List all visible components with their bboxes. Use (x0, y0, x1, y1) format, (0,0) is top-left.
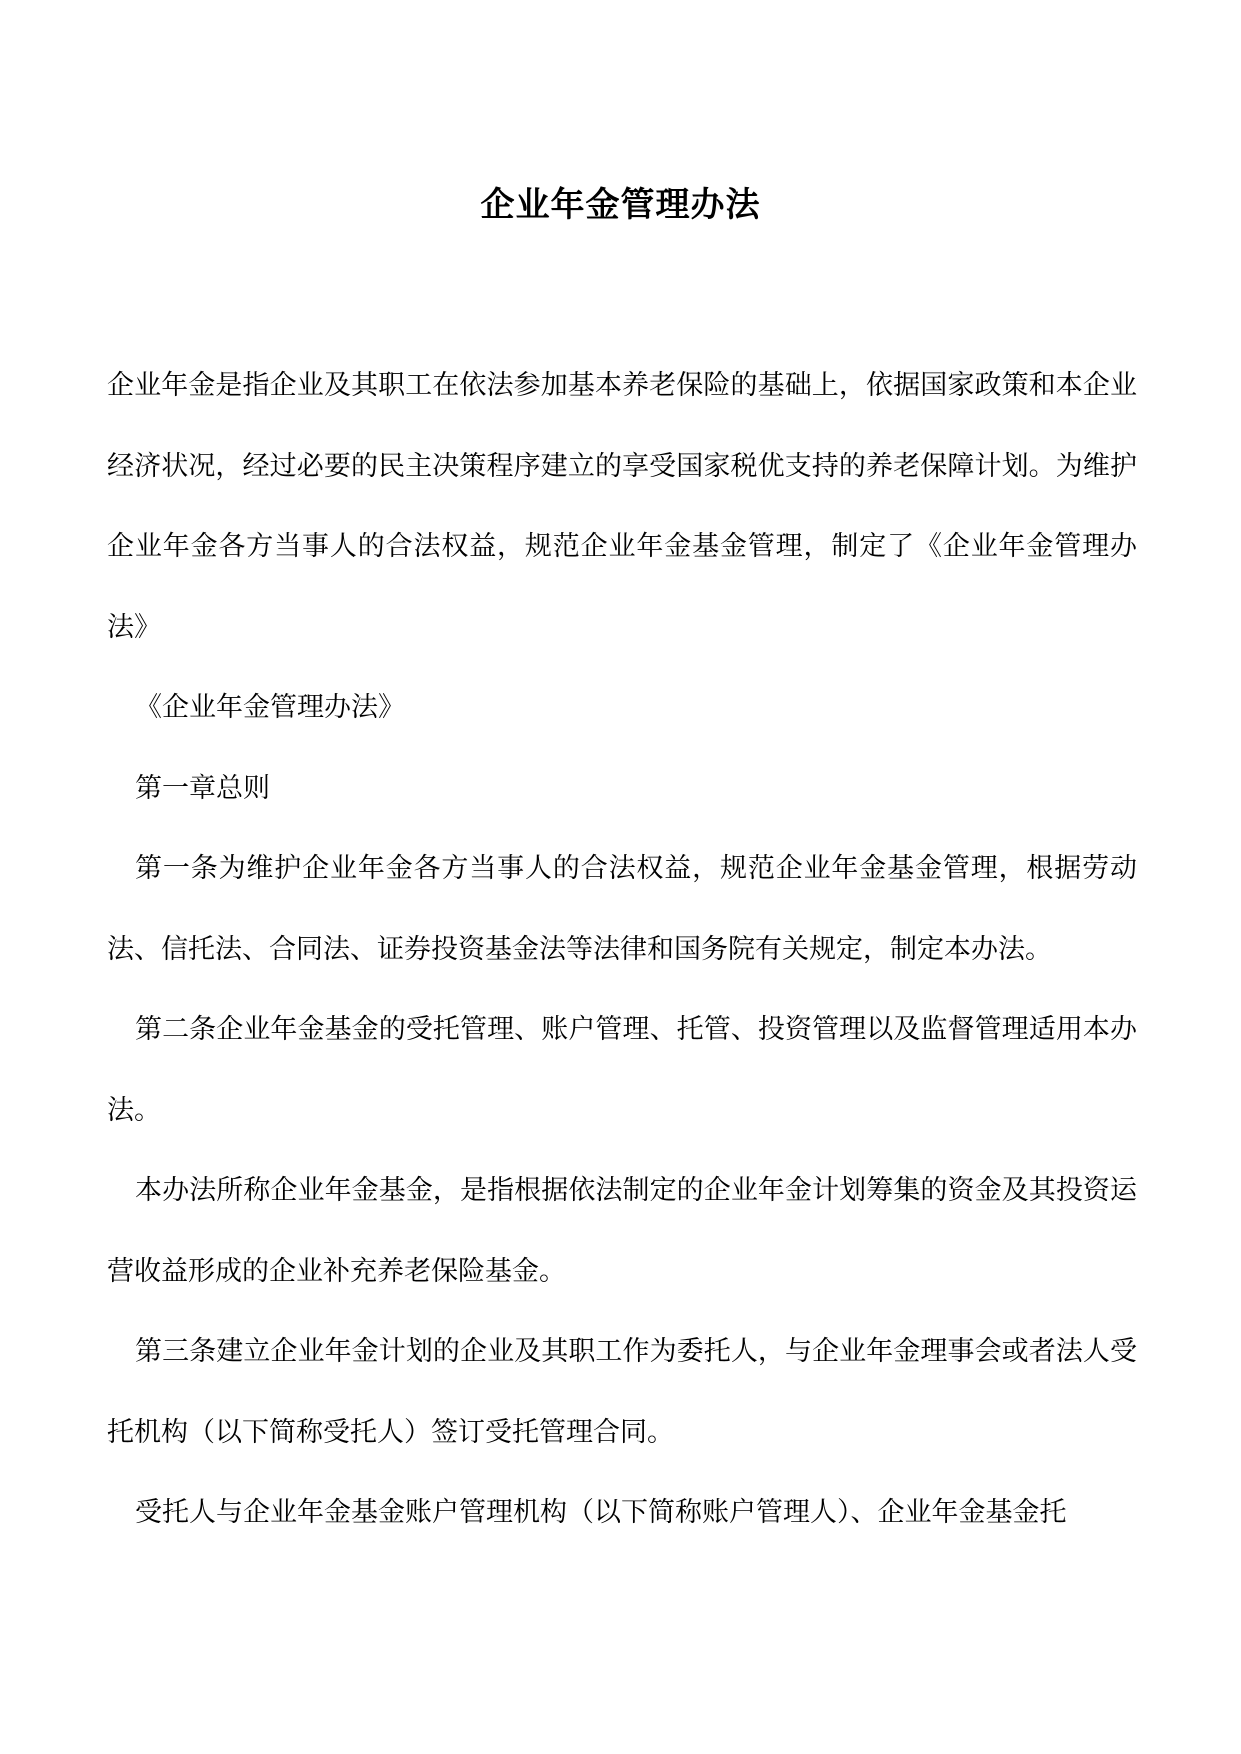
chapter-heading: 第一章总则 (135, 772, 270, 804)
intro-paragraph: 企业年金是指企业及其职工在依法参加基本养老保险的基础上，依据国家政策和本企业经济状况，经过必要的民主决策程序建立的享受国家税优支持的养老保障计划。为维护企业年金各方当事人的合法权益，规范企业年金基金管理，制定了《企业年金管理办法》 (107, 370, 1137, 643)
article-2-definition-paragraph: 本办法所称企业年金基金，是指根据依法制定的企业年金计划筹集的资金及其投资运营收益形成的企业补充养老保险基金。 (107, 1175, 1137, 1287)
regulation-name-heading: 《企业年金管理办法》 (135, 692, 405, 723)
article-2-paragraph: 第二条企业年金基金的受托管理、账户管理、托管、投资管理以及监督管理适用本办法。 (107, 1014, 1137, 1126)
article-3-paragraph: 第三条建立企业年金计划的企业及其职工作为委托人，与企业年金理事会或者法人受托机构（以下简称受托人）签订受托管理合同。 (107, 1336, 1137, 1448)
article-1-paragraph: 第一条为维护企业年金各方当事人的合法权益，规范企业年金基金管理，根据劳动法、信托法、合同法、证券投资基金法等法律和国务院有关规定，制定本办法。 (107, 853, 1137, 965)
document-title: 企业年金管理办法 (480, 184, 761, 225)
document-body (107, 346, 1137, 1554)
article-3-continuation-paragraph: 受托人与企业年金基金账户管理机构（以下简称账户管理人）、企业年金基金托 (135, 1497, 1067, 1528)
